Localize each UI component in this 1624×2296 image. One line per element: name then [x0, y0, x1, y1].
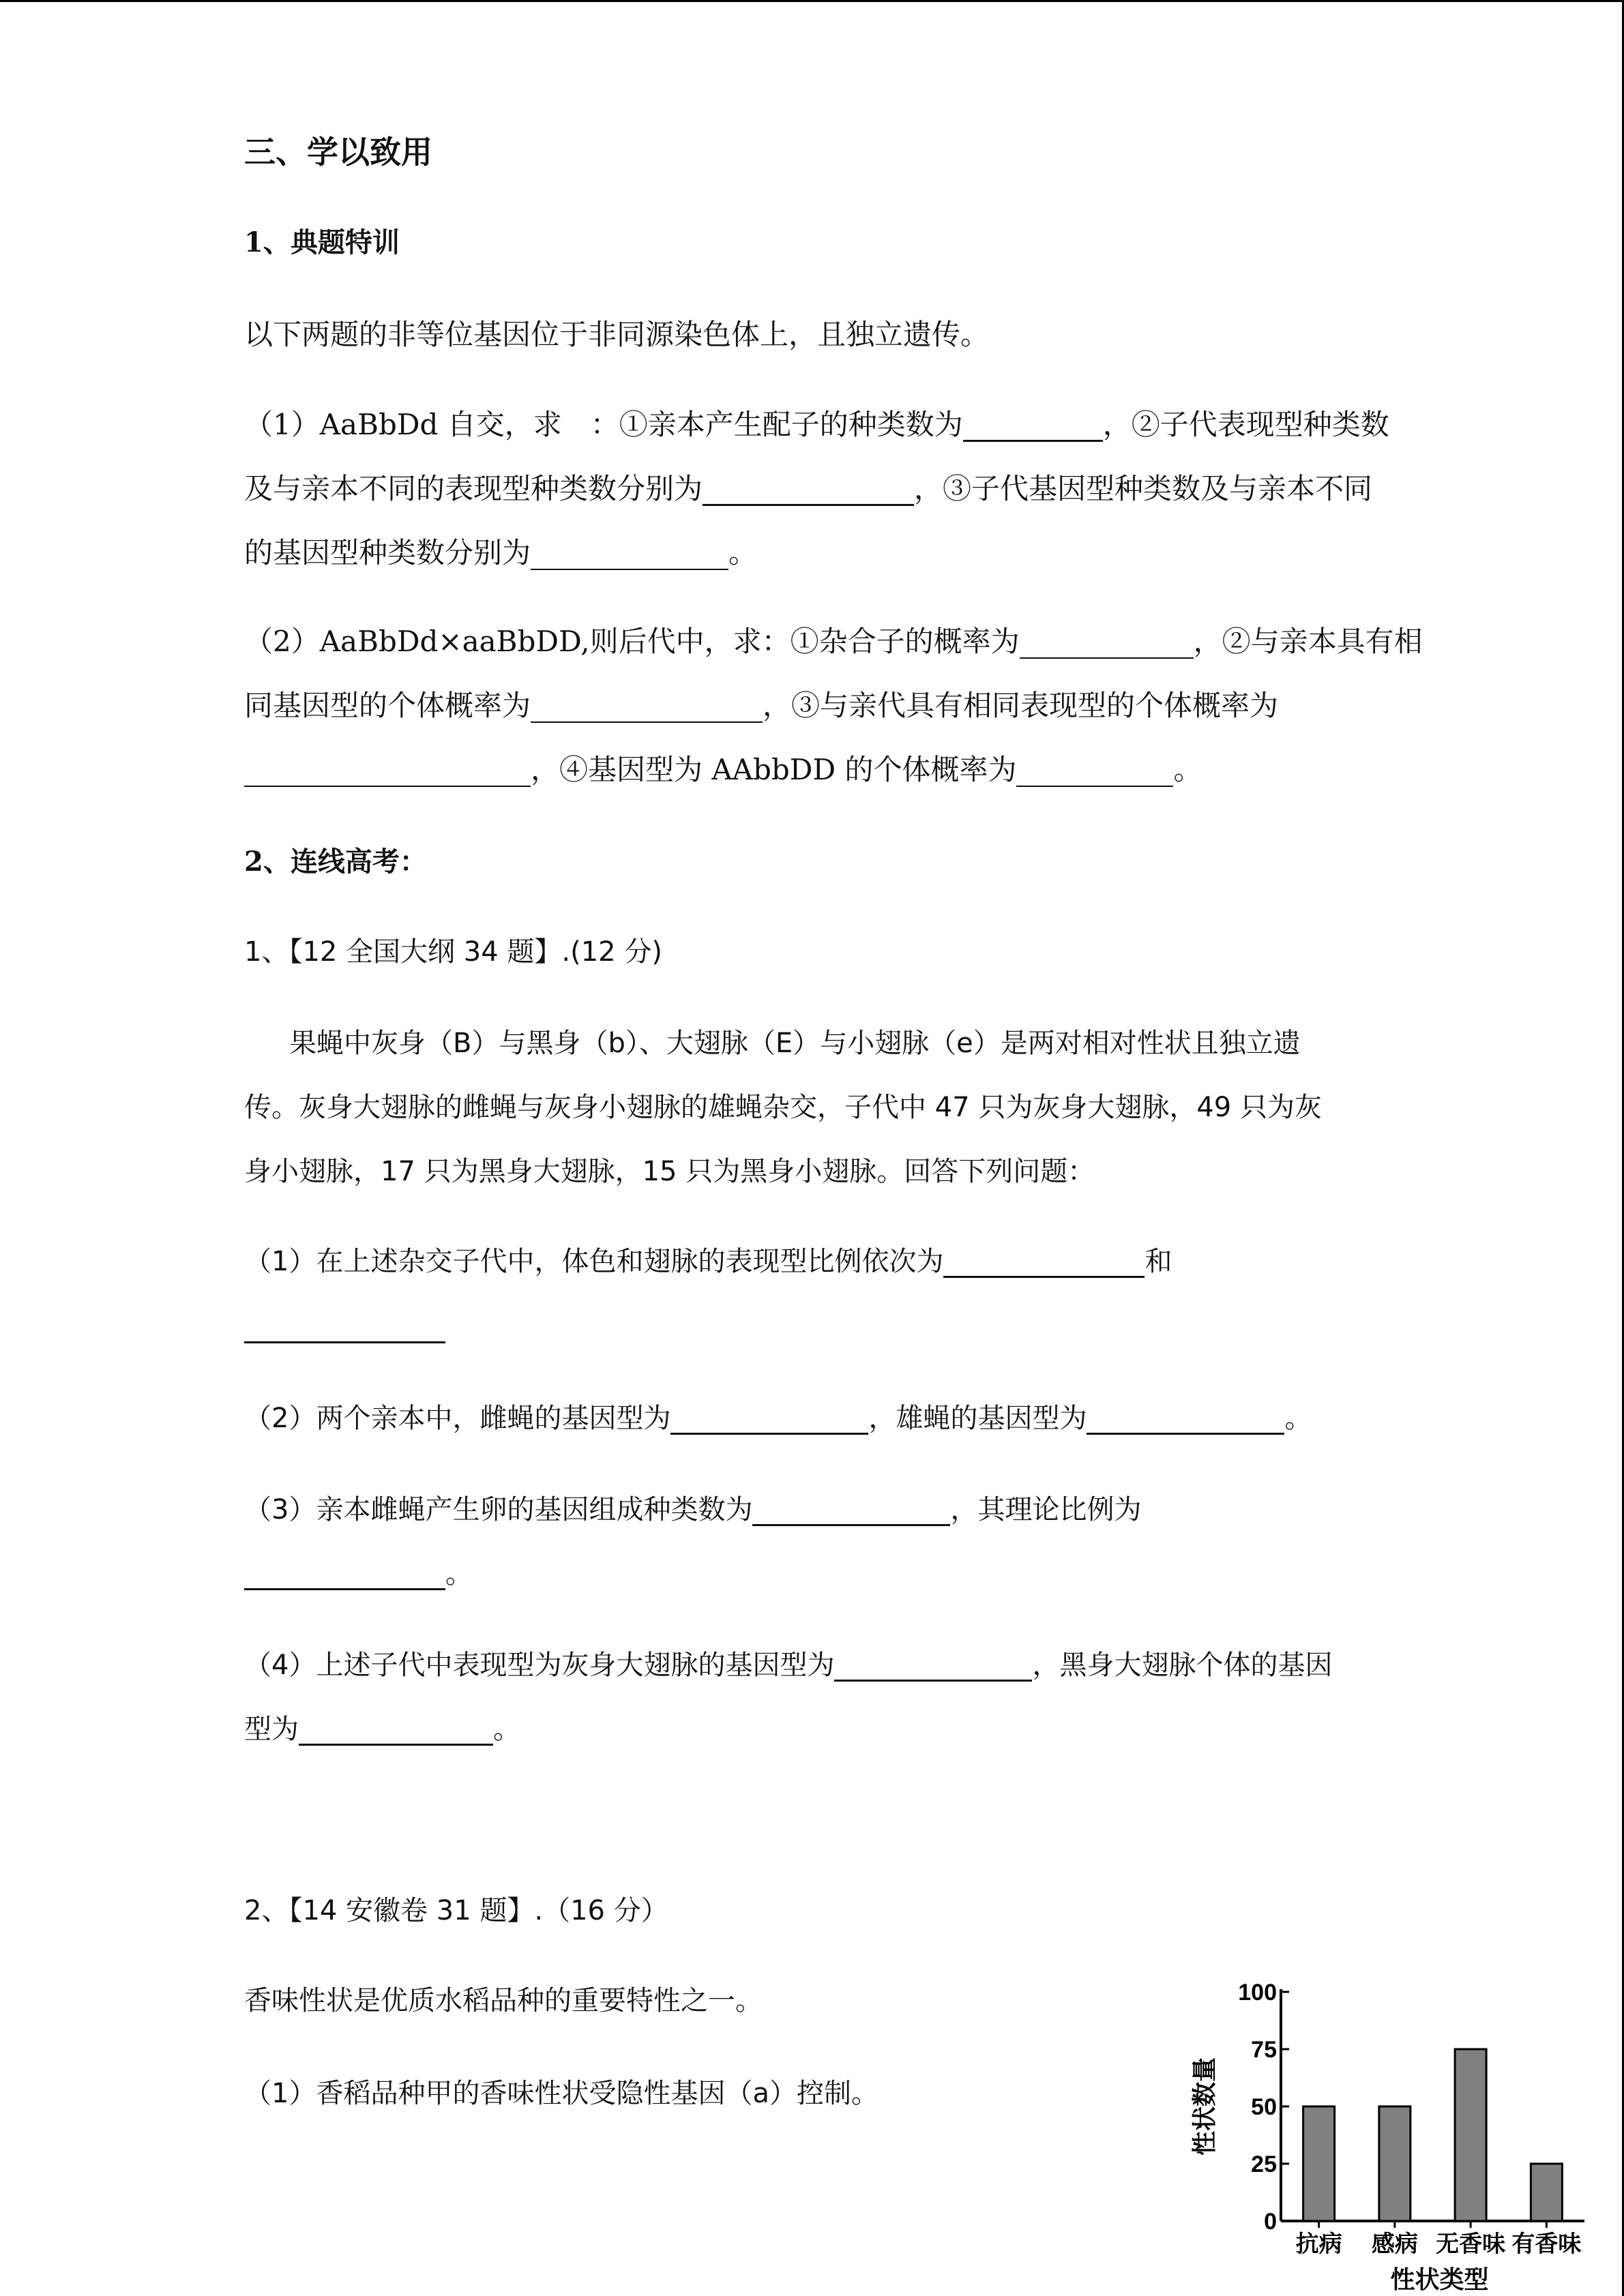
q2-text-a: （2）AaBbDd×aaBbDD,则后代中，求：①杂合子的概率为	[244, 625, 1020, 658]
problem2-intro: 香味性状是优质水稻品种的重要特性之一。	[244, 1985, 763, 2016]
section-title: 三、学以致用	[244, 134, 432, 170]
p1-q1-line	[244, 1245, 1172, 1278]
y-tick-label: 75	[1251, 2037, 1277, 2063]
p1-q1-text-b: 和	[1145, 1246, 1172, 1277]
p1-q2-text-a: （2）两个亲本中，雌蝇的基因型为	[244, 1403, 671, 1434]
p1-q4-text-b: ，黑身大翅脉个体的基因	[1032, 1650, 1333, 1681]
x-axis-label: 性状类型	[1390, 2265, 1489, 2294]
p1-q4-line2	[244, 1713, 520, 1746]
q1-text-e: 的基因型种类数分别为	[244, 536, 531, 569]
p1-q2-line	[244, 1402, 1312, 1435]
x-tick-label: 有香味	[1511, 2231, 1582, 2258]
p1-q4-text-a: （4）上述子代中表现型为灰身大翅脉的基因型为	[244, 1650, 835, 1681]
problem1-text1: 果蝇中灰身（B）与黑身（b）、大翅脉（E）与小翅脉（e）是两对相对性状且独立遗	[289, 1028, 1301, 1059]
part1-heading: 1、典题特训	[244, 226, 400, 258]
answer-blank[interactable]	[244, 1311, 445, 1343]
q2-text-c: 同基因型的个体概率为	[244, 689, 531, 722]
q1-text-f: 。	[728, 536, 758, 569]
p1-q4-line	[244, 1649, 1332, 1682]
p1-q4-text-c: 型为	[244, 1714, 299, 1745]
q2-text-b: ，②与亲本具有相	[1193, 625, 1423, 658]
p1-q1-text-a: （1）在上述杂交子代中，体色和翅脉的表现型比例依次为	[244, 1246, 944, 1277]
y-tick-label: 50	[1251, 2094, 1277, 2120]
answer-blank[interactable]	[963, 410, 1103, 442]
p1-q3-text-a: （3）亲本雌蝇产生卵的基因组成种类数为	[244, 1494, 753, 1525]
q1-line2	[244, 472, 1372, 506]
part1-intro: 以下两题的非等位基因位于非同源染色体上，且独立遗传。	[244, 318, 990, 351]
problem1-title: 1、【12 全国大纲 34 题】.(12 分)	[244, 936, 662, 968]
bar	[1531, 2164, 1562, 2221]
x-tick-label: 抗病	[1295, 2231, 1342, 2258]
p1-q3-line	[244, 1493, 1141, 1526]
answer-blank[interactable]	[531, 539, 728, 570]
y-tick-label: 25	[1251, 2151, 1277, 2177]
y-tick-label: 0	[1264, 2209, 1277, 2235]
answer-blank[interactable]	[244, 756, 531, 787]
p1-q4-text-d: 。	[493, 1714, 520, 1745]
answer-blank[interactable]	[943, 1247, 1145, 1278]
answer-blank[interactable]	[834, 1651, 1032, 1682]
q1-text-a: （1）AaBbDd 自交，求 ：①亲本产生配子的种类数为	[244, 408, 963, 441]
y-tick-label: 100	[1238, 1980, 1277, 2006]
x-tick-label: 无香味	[1436, 2231, 1506, 2258]
bar	[1455, 2049, 1486, 2221]
answer-blank[interactable]	[531, 691, 763, 723]
p1-q3-text-b: ，其理论比例为	[950, 1494, 1142, 1525]
p1-q2-text-c: 。	[1284, 1403, 1312, 1434]
answer-blank[interactable]	[1016, 756, 1173, 787]
q2-line3	[244, 753, 1202, 787]
p1-q3-line2	[244, 1557, 473, 1590]
problem2-q1: （1）香稻品种甲的香味性状受隐性基因（a）控制。	[244, 2078, 879, 2109]
top-border	[0, 0, 1624, 2]
q1-text-c: 及与亲本不同的表现型种类数分别为	[244, 472, 703, 505]
trait-bar-chart	[1179, 1974, 1615, 2295]
q1-line1	[244, 408, 1389, 442]
answer-blank[interactable]	[299, 1715, 493, 1746]
bar	[1379, 2106, 1411, 2221]
q1-text-d: ，③子代基因型种类数及与亲本不同	[914, 472, 1373, 505]
q2-line1	[244, 625, 1423, 659]
answer-blank[interactable]	[670, 1404, 868, 1435]
answer-blank[interactable]	[752, 1495, 950, 1526]
p1-q1-line2	[244, 1309, 445, 1343]
bar	[1303, 2106, 1335, 2221]
answer-blank[interactable]	[1087, 1404, 1284, 1435]
answer-blank[interactable]	[703, 474, 914, 506]
q2-text-e: ，④基因型为 AAbbDD 的个体概率为	[531, 753, 1017, 786]
y-axis-label: 性状数量	[1190, 2057, 1219, 2156]
p1-q2-text-b: ，雄蝇的基因型为	[868, 1403, 1087, 1434]
problem2-title: 2、【14 安徽卷 31 题】.（16 分）	[244, 1895, 668, 1926]
q1-line3	[244, 536, 757, 570]
p1-q3-text-c: 。	[445, 1558, 473, 1590]
q2-text-f: 。	[1173, 753, 1202, 786]
q2-line2	[244, 689, 1278, 723]
answer-blank[interactable]	[1020, 627, 1194, 659]
q2-text-d: ，③与亲代具有相同表现型的个体概率为	[763, 689, 1279, 722]
x-tick-label: 感病	[1371, 2231, 1418, 2258]
part2-heading: 2、连线高考：	[244, 846, 427, 878]
problem1-text3: 身小翅脉，17 只为黑身大翅脉，15 只为黑身小翅脉。回答下列问题：	[244, 1156, 1095, 1187]
q1-text-b: ，②子代表现型种类数	[1102, 408, 1389, 441]
problem1-text2: 传。灰身大翅脉的雌蝇与灰身小翅脉的雄蝇杂交，子代中 47 只为灰身大翅脉，49 只为灰	[244, 1092, 1322, 1123]
answer-blank[interactable]	[244, 1560, 445, 1590]
